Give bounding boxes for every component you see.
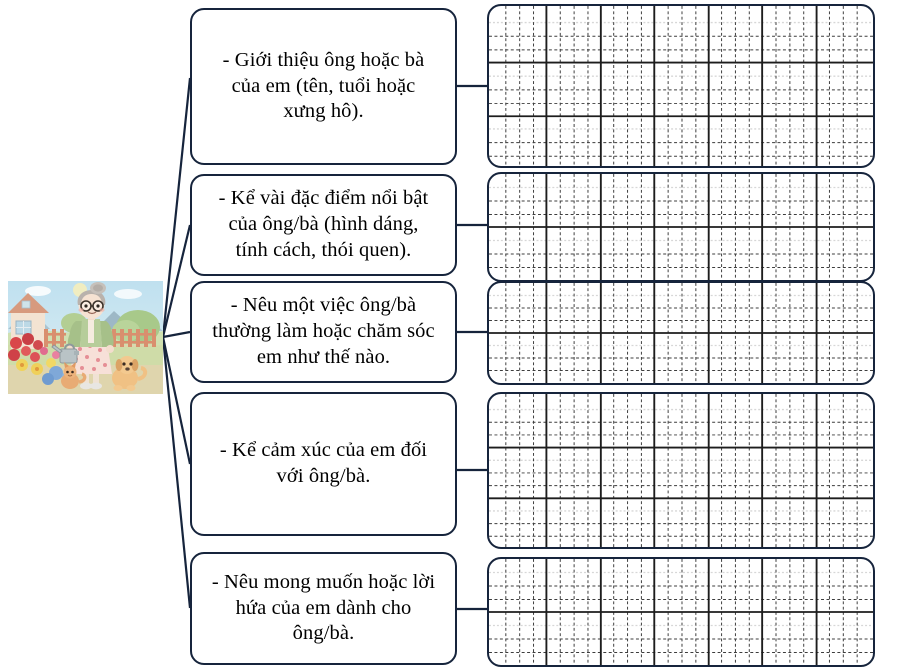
writing-grid-1[interactable] [487, 4, 875, 168]
grid-lines-2 [489, 174, 873, 280]
prompt-text-1: - Giới thiệu ông hoặc bà của em (tên, tuổi hoặc xưng hô). [222, 48, 425, 123]
prompt-box-3 [190, 281, 457, 383]
grandmother-illustration [8, 281, 163, 394]
prompt-text-3: - Nêu một việc ông/bà thường làm hoặc chăm sóc em như thế nào. [212, 294, 435, 368]
prompt-box-5 [190, 552, 457, 665]
prompt-box-1 [190, 8, 457, 165]
prompt-box-2 [190, 174, 457, 276]
writing-grid-4[interactable] [487, 392, 875, 549]
writing-grid-2[interactable] [487, 172, 875, 282]
prompt-box-4 [190, 392, 457, 536]
grid-lines-3 [489, 283, 873, 383]
grid-lines-1 [489, 6, 873, 166]
prompt-text-2: - Kể vài đặc điểm nổi bật của ông/bà (hình dáng, tính cách, thói quen). [218, 187, 429, 261]
prompt-text-5: - Nêu mong muốn hoặc lời hứa của em dành cho ông/bà. [211, 570, 436, 645]
prompt-text-4: - Kể cảm xúc của em đối với ông/bà. [219, 439, 428, 487]
grid-lines-4 [489, 394, 873, 547]
writing-grid-5[interactable] [487, 557, 875, 667]
writing-grid-3[interactable] [487, 281, 875, 385]
grid-lines-5 [489, 559, 873, 665]
